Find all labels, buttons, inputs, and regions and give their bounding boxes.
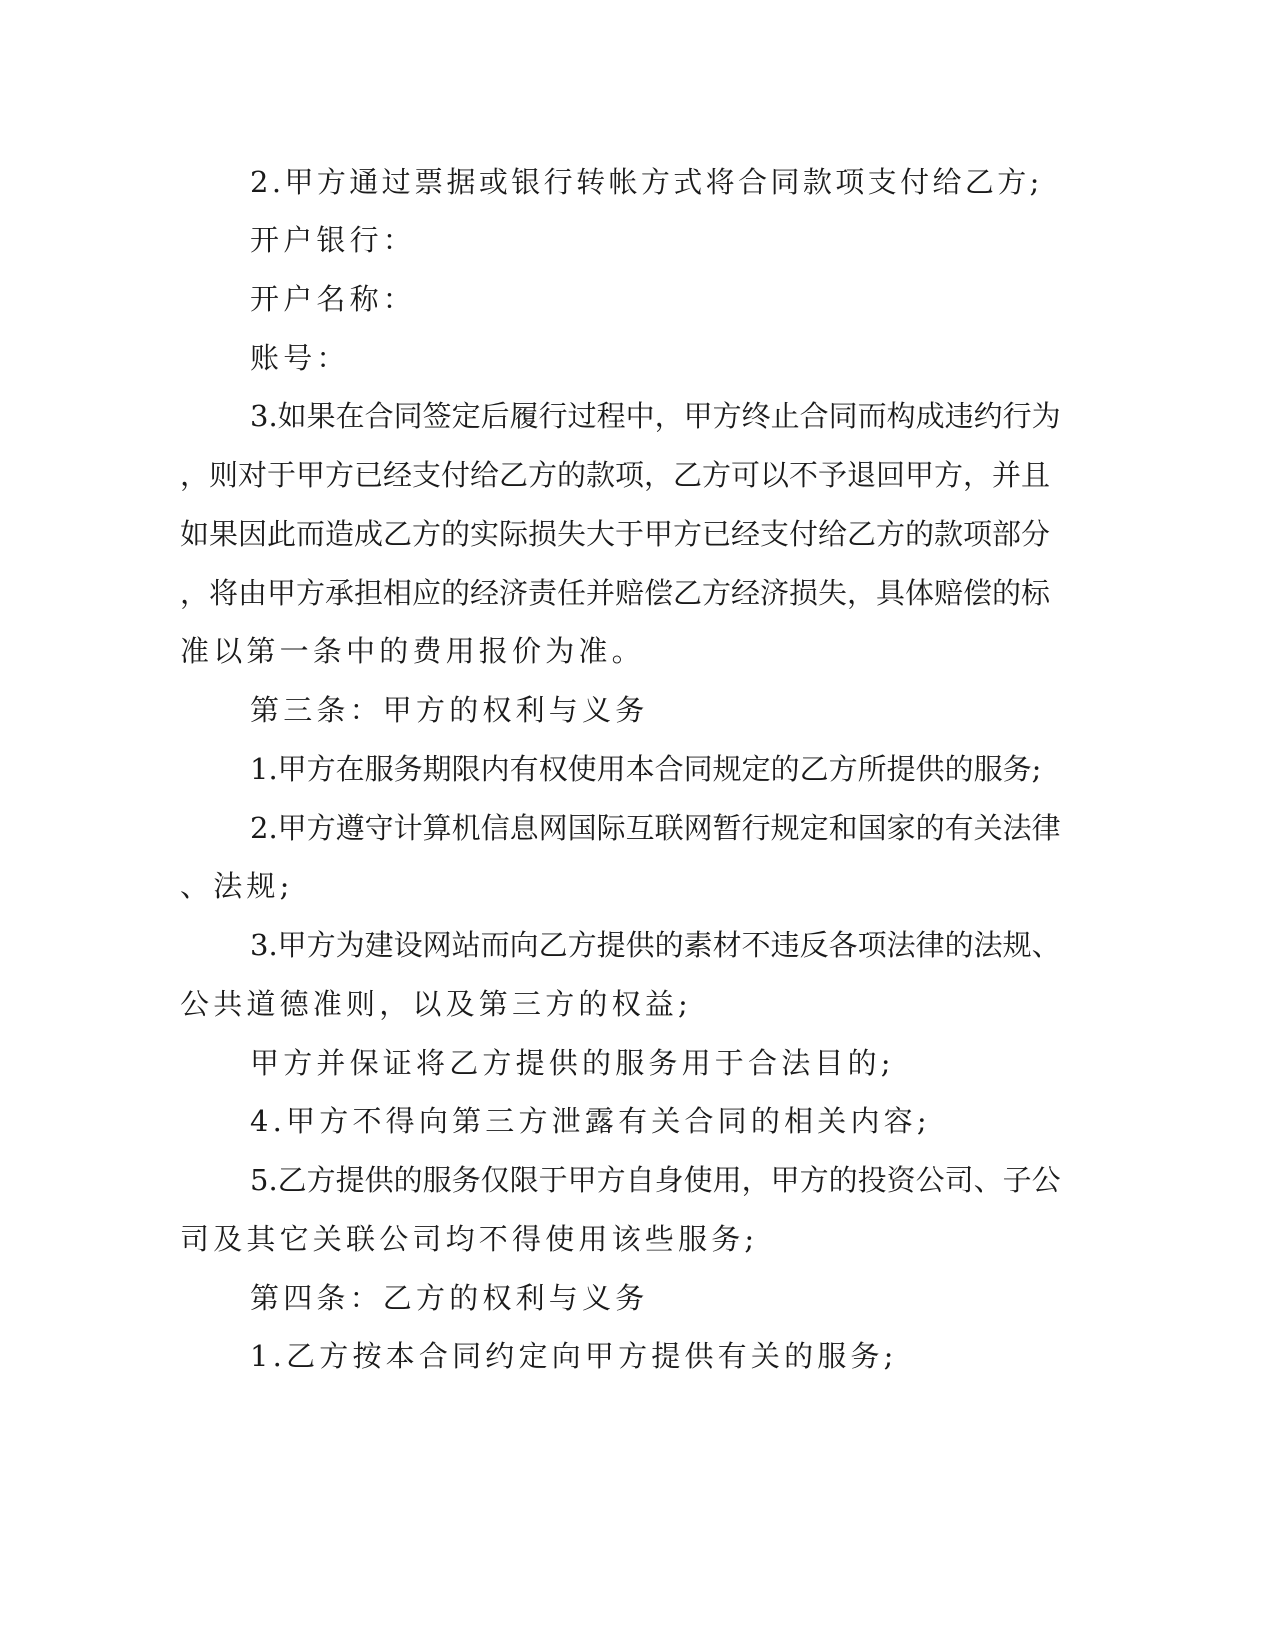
article-3-item-1: 1.甲方在服务期限内有权使用本合同规定的乙方所提供的服务; [250,752,1042,786]
paragraph-breach-line-5: 准以第一条中的费用报价为准。 [180,634,645,668]
article-3-item-5-line-2: 司及其它关联公司均不得使用该些服务; [180,1222,759,1256]
article-3-item-2-line-1: 2.甲方遵守计算机信息网国际互联网暂行规定和国家的有关法律 [250,811,1061,845]
article-3-item-4: 4.甲方不得向第三方泄露有关合同的相关内容; [250,1104,931,1138]
article-3-item-5-line-1: 5.乙方提供的服务仅限于甲方自身使用，甲方的投资公司、子公 [250,1163,1061,1197]
paragraph-breach-line-1: 3.如果在合同签定后履行过程中，甲方终止合同而构成违约行为 [250,399,1061,433]
paragraph-breach-line-3: 如果因此而造成乙方的实际损失大于甲方已经支付给乙方的款项部分 [180,517,1051,551]
paragraph-payment-method: 2.甲方通过票据或银行转帐方式将合同款项支付给乙方; [250,165,1043,199]
account-name-label: 开户名称： [250,282,417,316]
article-3-item-2-line-2: 、法规; [180,869,294,903]
article-3-item-3-line-1: 3.甲方为建设网站而向乙方提供的素材不违反各项法律的法规、 [250,928,1061,962]
paragraph-breach-line-2: ，则对于甲方已经支付给乙方的款项，乙方可以不予退回甲方，并且 [180,458,1051,492]
article-3-item-3-line-2: 公共道德准则，以及第三方的权益; [180,987,692,1021]
section-heading-article-4: 第四条：乙方的权利与义务 [250,1281,649,1315]
account-number-label: 账号： [250,341,350,375]
article-3-item-3-line-3: 甲方并保证将乙方提供的服务用于合法目的; [250,1046,895,1080]
bank-name-label: 开户银行： [250,223,417,257]
paragraph-breach-line-4: ，将由甲方承担相应的经济责任并赔偿乙方经济损失，具体赔偿的标 [180,576,1051,610]
section-heading-article-3: 第三条：甲方的权利与义务 [250,693,649,727]
article-4-item-1: 1.乙方按本合同约定向甲方提供有关的服务; [250,1339,898,1373]
